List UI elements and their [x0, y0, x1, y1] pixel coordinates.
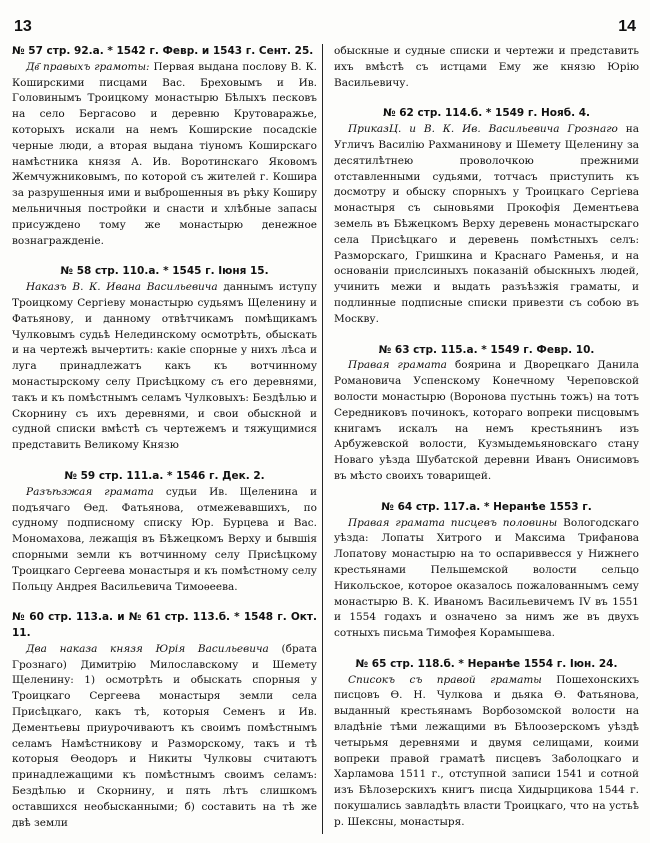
entry-text: Пошехонскихъ писцовъ Ѳ. Н. Чулкова и дьяка Ѳ. Фатьянова, выданный крестьянамъ Ворбозомской волости на владѣніе тѣми лежащими въ Бѣлоозерскомъ уѣздѣ четырьмя деревнями и двумя селищами, коими вопреки правой граматѣ писцевъ Заболоцкаго и Харламова 1511 г., отступной записи 1541 и сотной изъ Бѣлозерскихъ книгъ писца Хидырцикова 1544 г. покушались завладѣть власти Троицкаго, что на устьѣ р. Шексны, монастыря. — [334, 673, 639, 828]
entry-57 — [12, 44, 317, 249]
right-column — [334, 44, 639, 834]
entry-text: обыскные и судные списки и чертежи и представить ихъ вмѣстѣ съ истцами Ему же князю Юрію Васильевичу. — [334, 45, 639, 89]
entry-heading: № 58 стр. 110.а. * 1545 г. Іюня 15. — [60, 265, 269, 278]
entry-text: судьи Ив. Щеленина и подъячаго Ѳед. Фатьянова, отмежевавшихъ, по судному подписному списку Юр. Бурцева и Вас. Мономахова, лежащія въ Бѣжецкомъ Верху и бывшія спорными земли къ вотчинному селу Присѣцкому Троицкаго Сергеева монастыря и къ помѣстному селу Польцу Андрея Васильевича Тимоѳеева. — [12, 485, 317, 593]
entry-60-61 — [12, 610, 317, 831]
entry-heading: № 63 стр. 115.а. * 1549 г. Февр. 10. — [378, 343, 595, 356]
entry-lead: Правая грамата — [348, 359, 447, 372]
entry-body — [334, 358, 639, 484]
entry-lead: Наказъ В. К. Ивана Васильевича — [26, 281, 218, 294]
entry-64 — [334, 500, 639, 642]
entry-text: даннымъ иступу Троицкому Сергіеву монастырю судьямъ Щеленину и Фатьянову, и данному отвѣтчикамъ помѣщикамъ Чулковымъ судьѣ Нелединскому осмотрѣть, обыскать и на чертежѣ вычертить: какіе спорные у нихъ лѣса и луга принадлежатъ какъ къ вотчинному монастырскому селу Присѣцкому съ его деревнями, такъ и къ помѣстнымъ селамъ Чулковыхъ: Бездѣлью и Скорнину съ ихъ деревнями, и свои обыскной и судной списки вмѣстѣ съ чертежемъ и тяжущимися представить Великому Князю — [12, 281, 317, 452]
entry-text: Первая выдана послову В. К. Коширскими писцами Вас. Бреховымъ и Ив. Головинымъ Троицкому монастырю Бѣлыхъ песковъ на село Бергасово и деревню Крутоваражье, которыхъ искали на немъ Коширские посадскіе черные люди, а вторая выдана тіуномъ Коширскаго намѣстника князя А. Ив. Воротинскаго Яковомъ Жемчужниковымъ, по которой съ жителей г. Кошира за разрушенныя ими и выброшенныя въ рѣку Коширу мельничныя постройки и снасти и хлѣбные запасы присуждено тому же монастырю денежное вознагражденіе. — [12, 60, 317, 247]
entry-body — [12, 280, 317, 454]
entry-heading: № 57 стр. 92.а. * 1542 г. Февр. и 1543 г. Сент. 25. — [12, 45, 314, 57]
entry-lead: Списокъ съ правой граматы — [348, 673, 542, 686]
entry-heading: № 60 стр. 113.а. и № 61 стр. 113.б. * 1548 г. Окт. 11. — [12, 611, 317, 640]
entry-heading: № 64 стр. 117.а. * Неранѣе 1553 г. — [381, 500, 592, 513]
entry-body — [334, 122, 639, 327]
page-number-right: 14 — [618, 18, 636, 35]
entry-text: боярина и Дворецкаго Данила Романовича Успенскому Конечному Череповской волости монастырю (Воронова пустынь тожъ) на тотъ Середниковъ починокъ, котораго вопреки писцовымъ книгамъ искалъ на немъ крестьянинъ изъ Арбужевской волости, Кузмыдемьяновскаго стану Новаго уѣзда Шубатской деревни Иванъ Онисимовъ въ мѣсто своихъ товарищей. — [334, 359, 639, 482]
entry-text: Вологодскаго уѣзда: Лопаты Хитрого и Максима Трифанова Лопатову монастырю на то оспариввесся у Нижнего крестьянами Пельшемской волости сельцо Никольское, которое оказалось пожалованнымъ сему монастырю В. К. Иваномъ Васильевичемъ IV въ 1551 и 1554 годахъ и означено за нимъ же въ двухъ сотныхъ письма Тимофея Корамышева. — [334, 516, 639, 640]
entry-63 — [334, 343, 639, 485]
entry-body — [12, 60, 317, 250]
entry-body — [334, 44, 639, 91]
entry-heading: № 59 стр. 111.а. * 1546 г. Дек. 2. — [64, 469, 265, 482]
entry-body — [334, 516, 639, 642]
entry-body — [334, 673, 639, 831]
entry-lead: Правая грамата писцевъ половины — [348, 516, 558, 529]
entry-58 — [12, 264, 317, 454]
entry-62 — [334, 106, 639, 327]
entry-59 — [12, 469, 317, 595]
entry-65 — [334, 657, 639, 831]
entry-heading: № 65 стр. 118.б. * Неранѣе 1554 г. Іюн. 24. — [355, 657, 618, 670]
entry-text: на Угличъ Василію Рахманинову и Шемету Щеленину за десятилѣтнею проволочкою прежними отставленными судьями, тотчасъ приступить къ досмотру и обыску спорныхъ у Троицкаго Сергіева монастыря съ сыновьями Прокофія Дементьева земель въ Бѣжецкомъ Верху деревень монастырскаго села Присѣцкаго и деревень помѣстныхъ селъ: Разморскаго, Гришкина и Краснаго Раменья, и на основаніи прислсиныхъ показаній обыскныхъ людей, учинить межи и выдать разъѣзжія граматы, и подлинные подписные списки привезти съ собою въ Москву. — [334, 123, 639, 325]
entry-lead: Дв҃ правыхъ грамоты: — [26, 60, 150, 73]
left-column — [12, 44, 317, 834]
entry-text: (брата Грознаго) Димитрію Милославскому и Шемету Щеленину: 1) осмотрѣть и обыскать спорныя у Троицкаго Сергеева монастыря земли села Присѣцкаго, какъ тѣ, которыя Семенъ и Ив. Дементьевы приурочиваютъ къ своимъ помѣстнымъ селамъ Намѣстникову и Разморскому, такъ и тѣ которыя Ѳеодоръ и Никиты Чулковы считаютъ принадлежащими къ помѣстнымъ своимъ селамъ: Бездѣлью и Скорнину, и пять лѣтъ слишкомъ оставшихся необысканными; б) составить на тѣ же двѣ земли — [12, 642, 317, 829]
entry-lead: Два наказа князя Юрія Васильевича — [26, 642, 269, 655]
entry-heading: № 62 стр. 114.б. * 1549 г. Нояб. 4. — [382, 107, 591, 120]
column-divider — [322, 44, 323, 834]
entry-60-61-continued — [334, 44, 639, 91]
page-number-left: 13 — [14, 18, 32, 35]
entry-body — [12, 642, 317, 832]
entry-lead: ПриказЦ. и В. К. Ив. Васильевича Грознаго — [348, 123, 618, 136]
entry-body — [12, 485, 317, 596]
entry-lead: Разъѣзжая грамата — [26, 485, 154, 498]
